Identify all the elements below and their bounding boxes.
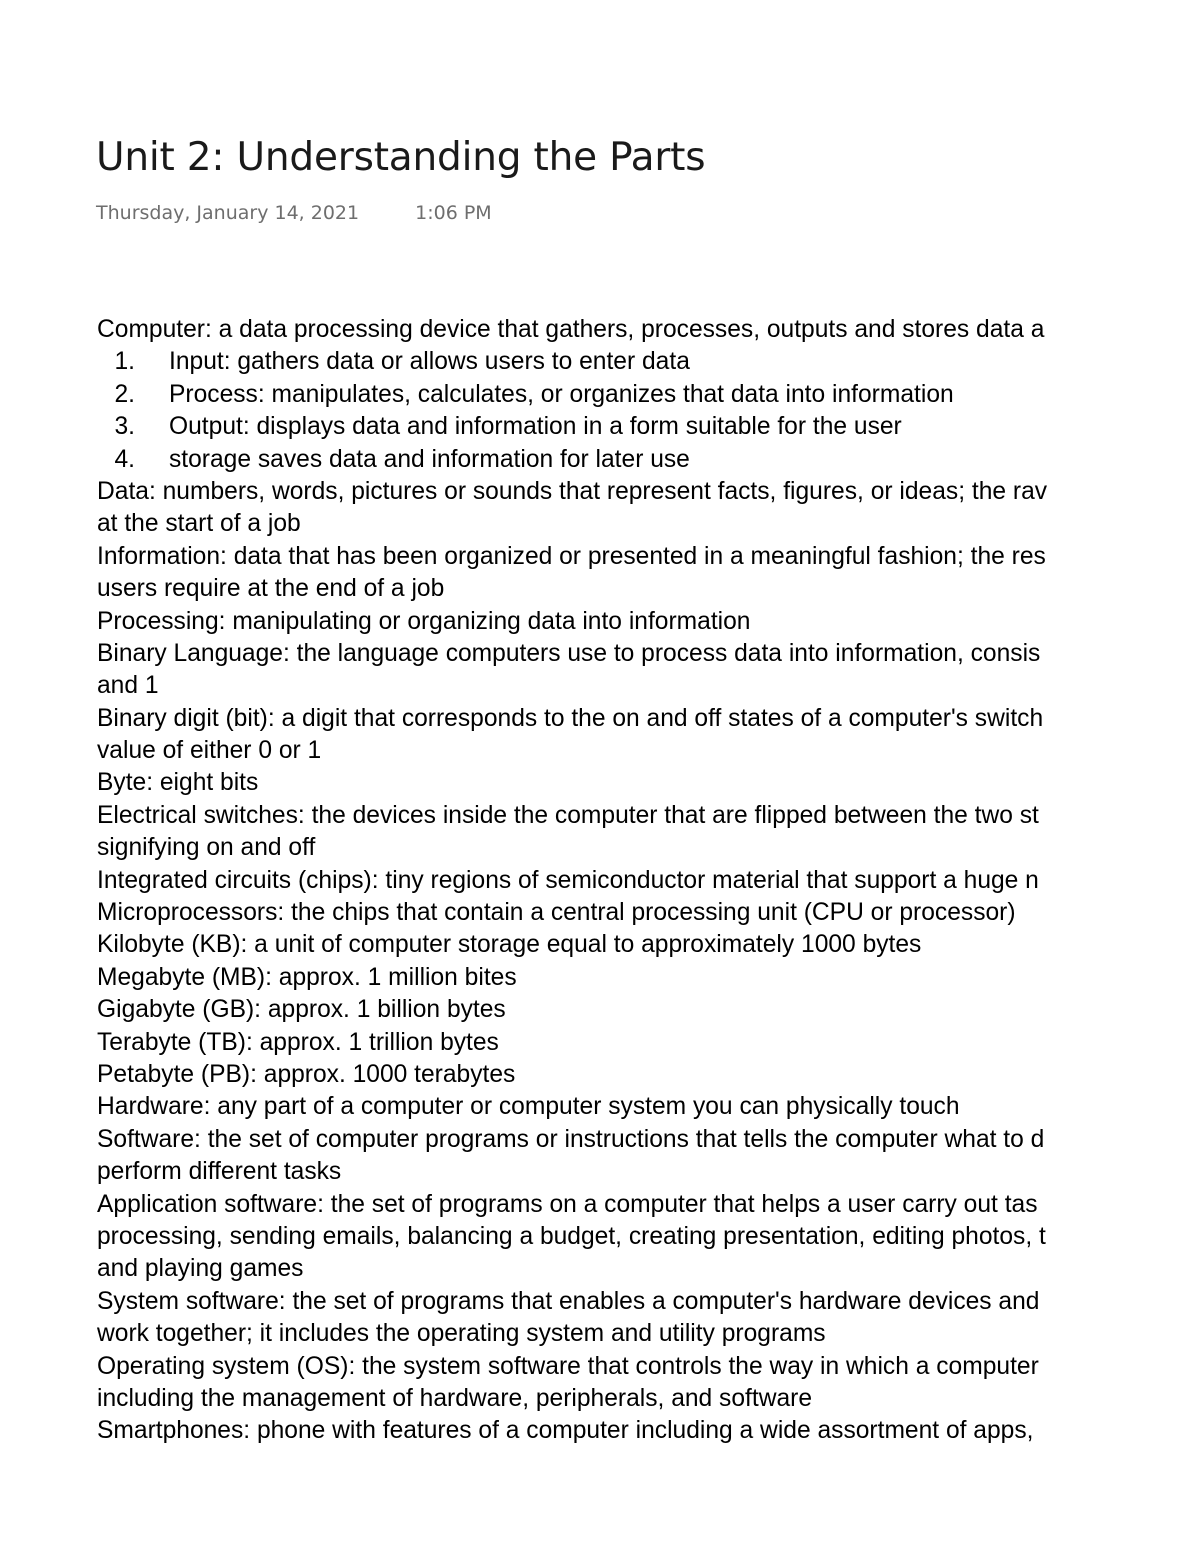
list-text: Output: displays data and information in a form suitable for the user — [169, 413, 902, 441]
text-line: Software: the set of computer programs or instructions that tells the computer what to d — [97, 1125, 1045, 1153]
list-item — [97, 444, 1200, 476]
text-line: Microprocessors: the chips that contain a central processing unit (CPU or processor) — [97, 899, 1016, 927]
text-line: Terabyte (TB): approx. 1 trillion bytes — [97, 1028, 499, 1056]
text-line: value of either 0 or 1 — [97, 737, 322, 765]
text-line: Operating system (OS): the system software that controls the way in which a computer — [97, 1352, 1039, 1380]
text-line: signifying on and off — [97, 834, 316, 862]
list-number: 1. — [114, 348, 135, 376]
text-line: Hardware: any part of a computer or computer system you can physically touch — [97, 1093, 960, 1121]
intro-line: Computer: a data processing device that gathers, processes, outputs and stores data a — [97, 316, 1045, 343]
note-body — [97, 314, 1200, 1448]
list-number: 3. — [114, 413, 135, 441]
text-line: Gigabyte (GB): approx. 1 billion bytes — [97, 996, 506, 1024]
text-line: users require at the end of a job — [97, 575, 445, 603]
list-text: Process: manipulates, calculates, or organizes that data into information — [169, 380, 954, 408]
list-item — [97, 346, 1200, 378]
note-date: Thursday, January 14, 2021 — [96, 202, 360, 224]
text-line: at the start of a job — [97, 510, 301, 538]
list-text: storage saves data and information for later use — [169, 445, 690, 473]
text-line: Smartphones: phone with features of a computer including a wide assortment of apps, — [97, 1417, 1034, 1445]
text-line: Petabyte (PB): approx. 1000 terabytes — [97, 1060, 516, 1088]
text-line: Electrical switches: the devices inside the computer that are flipped between the two st — [97, 801, 1039, 829]
text-line: Kilobyte (KB): a unit of computer storage equal to approximately 1000 bytes — [97, 931, 922, 959]
list-item — [97, 411, 1200, 443]
list-number: 2. — [114, 380, 135, 408]
text-line: Binary digit (bit): a digit that corresponds to the on and off states of a computer's switch — [97, 704, 1044, 732]
text-line: and playing games — [97, 1255, 304, 1283]
list-item — [97, 379, 1200, 411]
note-time: 1:06 PM — [415, 202, 492, 224]
text-line: System software: the set of programs that enables a computer's hardware devices and — [97, 1287, 1040, 1315]
text-line: and 1 — [97, 672, 159, 700]
text-line: Byte: eight bits — [97, 769, 259, 797]
list-number: 4. — [114, 445, 135, 473]
text-line: Processing: manipulating or organizing data into information — [97, 607, 751, 635]
page-title: Unit 2: Understanding the Parts — [96, 135, 706, 180]
text-line: work together; it includes the operating system and utility programs — [97, 1320, 826, 1348]
text-line: Application software: the set of programs on a computer that helps a user carry out tas — [97, 1190, 1038, 1218]
list-text: Input: gathers data or allows users to enter data — [169, 348, 690, 376]
note-timestamp — [96, 198, 492, 228]
text-line: Data: numbers, words, pictures or sounds that represent facts, figures, or ideas; the rav — [97, 477, 1048, 505]
text-line: Megabyte (MB): approx. 1 million bites — [97, 963, 517, 991]
text-line: processing, sending emails, balancing a budget, creating presentation, editing photos, t — [97, 1222, 1046, 1250]
text-line: Information: data that has been organized or presented in a meaningful fashion; the res — [97, 542, 1046, 570]
text-line: Integrated circuits (chips): tiny regions of semiconductor material that support a huge n — [97, 866, 1039, 894]
text-line: perform different tasks — [97, 1158, 342, 1186]
text-line: including the management of hardware, peripherals, and software — [97, 1384, 813, 1412]
text-line: Binary Language: the language computers use to process data into information, consis — [97, 639, 1041, 667]
